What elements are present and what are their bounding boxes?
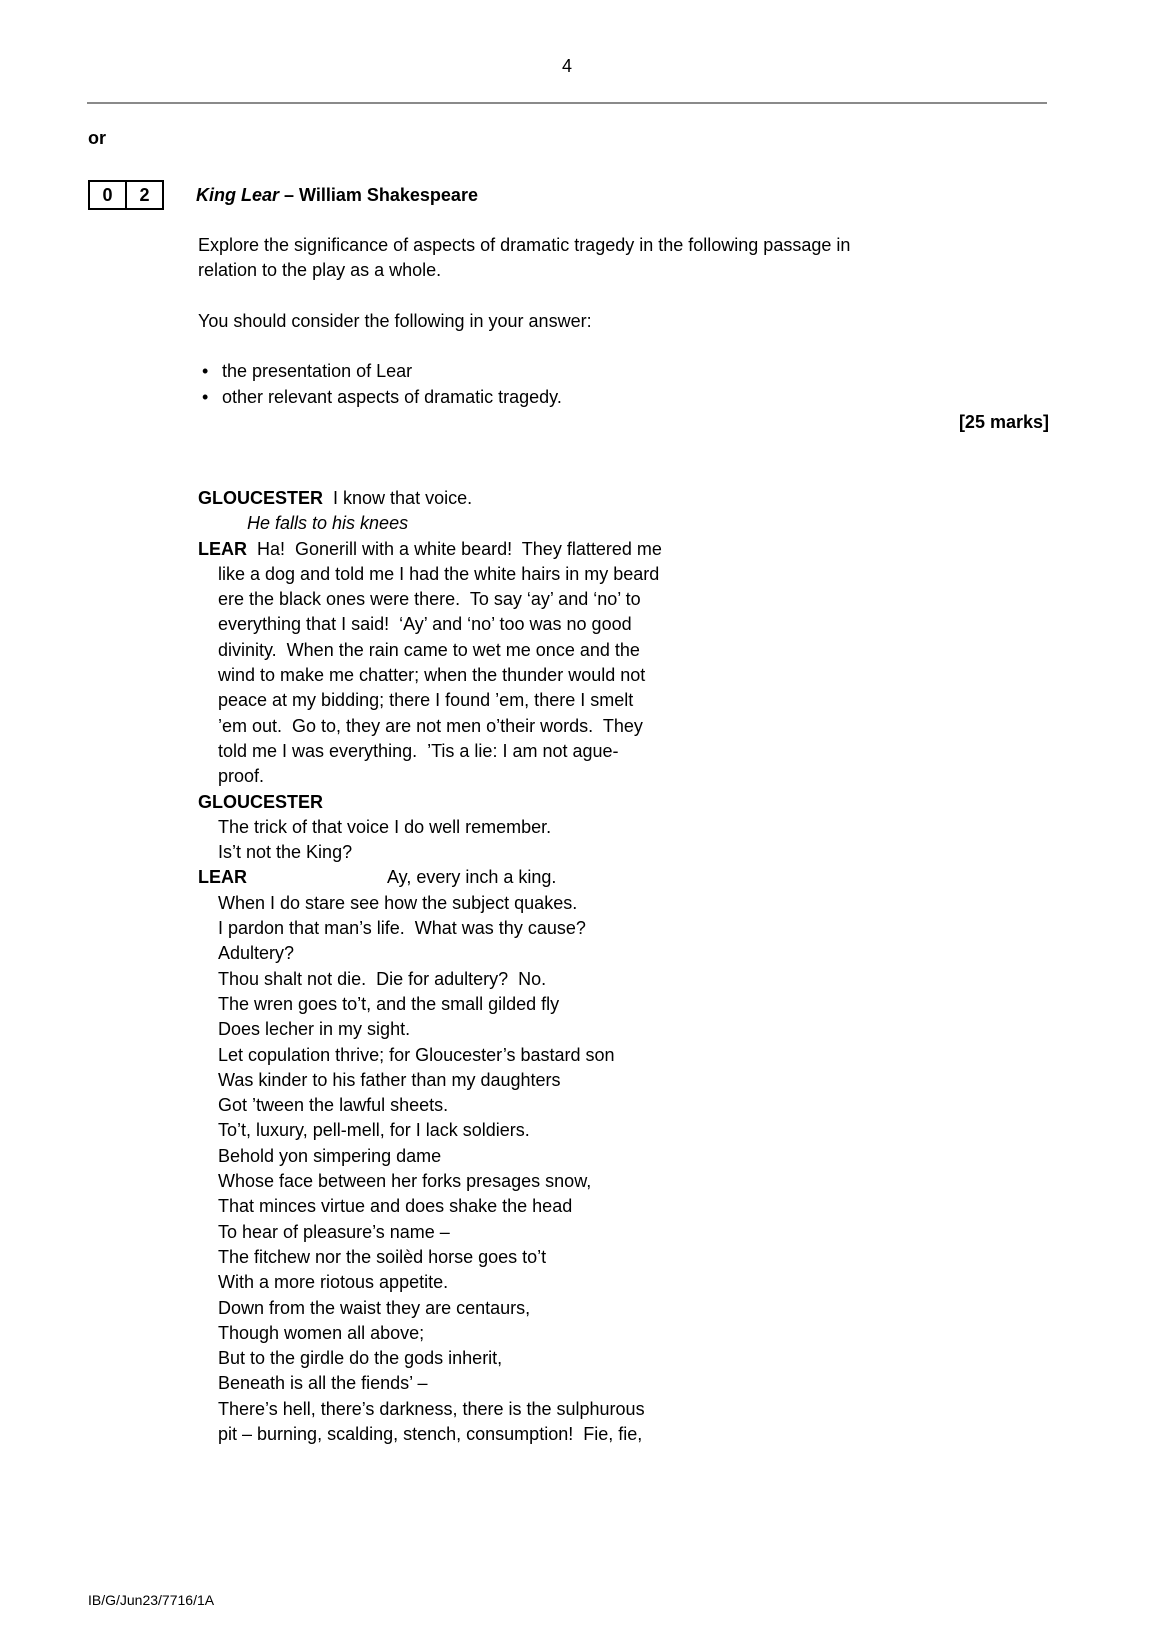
passage-line: [198, 1371, 662, 1396]
speaker-name: LEAR: [198, 538, 247, 559]
line-text: Does lecher in my sight.: [218, 1019, 411, 1040]
line-text: Was kinder to his father than my daughters: [218, 1069, 561, 1090]
passage-line: [198, 638, 662, 663]
question-number-digit-1: 0: [102, 184, 113, 205]
passage-line: [198, 1017, 662, 1042]
passage: [198, 486, 662, 1447]
line-text: The wren goes to’t, and the small gilded fly: [218, 993, 560, 1014]
passage-line: [198, 739, 662, 764]
passage-line: [198, 967, 662, 992]
line-text: divinity. When the rain came to wet me once and the: [218, 639, 640, 660]
speaker-name: LEAR: [198, 867, 247, 888]
passage-line: [198, 815, 662, 840]
line-text: Behold yon simpering dame: [218, 1145, 442, 1166]
line-text: Though women all above;: [218, 1322, 425, 1343]
passage-line: [198, 1093, 662, 1118]
line-text: With a more riotous appetite.: [218, 1272, 449, 1293]
line-text: To’t, luxury, pell-mell, for I lack soldiers.: [218, 1120, 530, 1141]
line-text: Ay, every inch a king.: [387, 867, 557, 888]
line-text: There’s hell, there’s darkness, there is the sulphurous: [218, 1398, 645, 1419]
question-header: [88, 180, 478, 210]
passage-line: [198, 714, 662, 739]
passage-line: [198, 891, 662, 916]
bullet-item: • the presentation of Lear: [198, 359, 1049, 384]
blank-line: [198, 334, 1049, 359]
header-rule: [87, 102, 1047, 104]
passage-line: [198, 1194, 662, 1219]
footer-reference: IB/G/Jun23/7716/1A: [88, 1592, 215, 1608]
line-text: like a dog and told me I had the white hairs in my beard: [218, 563, 660, 584]
line-text: ’em out. Go to, they are not men o’their words. They: [218, 715, 643, 736]
passage-line: [198, 790, 662, 815]
line-text: The fitchew nor the soilèd horse goes to’t: [218, 1246, 547, 1267]
line-text: everything that I said! ‘Ay’ and ‘no’ too was no good: [218, 614, 632, 635]
line-text: Beneath is all the fiends’ –: [218, 1373, 428, 1394]
line-text: The trick of that voice I do well remember.: [218, 816, 552, 837]
question-number-box: [88, 180, 164, 210]
speaker-name: GLOUCESTER: [198, 488, 324, 508]
passage-line: [198, 1144, 662, 1169]
question-title: [196, 185, 478, 206]
or-label: or: [88, 128, 106, 148]
line-text: told me I was everything. ’Tis a lie: I am not ague-: [218, 740, 619, 761]
speaker-name: GLOUCESTER: [198, 791, 324, 812]
passage-line: [198, 941, 662, 966]
passage-line: [198, 1245, 662, 1270]
passage-line: [198, 865, 662, 890]
consider-intro: You should consider the following in your answer:: [198, 310, 592, 331]
passage-line: [198, 486, 662, 511]
passage-line: [198, 1043, 662, 1068]
line-text: Whose face between her forks presages snow,: [218, 1171, 592, 1192]
passage-line: [198, 688, 662, 713]
passage-line: [198, 1068, 662, 1093]
line-text: I pardon that man’s life. What was thy cause?: [218, 918, 586, 939]
blank-line: [198, 284, 1049, 309]
passage-line: [198, 663, 662, 688]
passage-line: [198, 1220, 662, 1245]
question-number-digit-2: 2: [125, 182, 162, 208]
line-text: proof.: [218, 766, 265, 787]
passage-line: [198, 1169, 662, 1194]
passage-line: [198, 562, 662, 587]
author-name: – William Shakespeare: [279, 184, 478, 205]
passage-line: [198, 537, 662, 562]
line-text: Is’t not the King?: [218, 842, 353, 863]
marks-label: [25 marks]: [958, 412, 1049, 433]
line-text: Let copulation thrive; for Gloucester’s bastard son: [218, 1044, 615, 1065]
prompt-line: relation to the play as a whole.: [198, 260, 442, 281]
passage-line: [198, 840, 662, 865]
line-text: Got ’tween the lawful sheets.: [218, 1095, 449, 1116]
line-text: Down from the waist they are centaurs,: [218, 1297, 531, 1318]
passage-line: [198, 1422, 662, 1447]
line-text: peace at my bidding; there I found ’em, there I smelt: [218, 690, 634, 711]
line-text: That minces virtue and does shake the head: [218, 1196, 573, 1217]
line-text: Adultery?: [218, 943, 295, 964]
page-number: 4: [561, 56, 572, 76]
line-text: He falls to his knees: [247, 513, 409, 534]
line-text: wind to make me chatter; when the thunder would not: [218, 665, 646, 686]
passage-line: [198, 511, 662, 536]
passage-line: [198, 1346, 662, 1371]
line-text: ere the black ones were there. To say ‘ay’ and ‘no’ to: [218, 589, 641, 610]
bullet-item: • other relevant aspects of dramatic tragedy.: [198, 385, 1049, 410]
line-text: But to the girdle do the gods inherit,: [218, 1348, 503, 1369]
prompt-line: Explore the significance of aspects of dramatic tragedy in the following passage in: [198, 235, 851, 255]
passage-line: [198, 1296, 662, 1321]
line-text: Ha! Gonerill with a white beard! They flattered me: [247, 538, 662, 559]
play-title: King Lear: [196, 184, 280, 205]
passage-line: [198, 1397, 662, 1422]
passage-line: [198, 1118, 662, 1143]
passage-line: [198, 1270, 662, 1295]
line-text: pit – burning, scalding, stench, consumption! Fie, fie,: [218, 1423, 643, 1444]
question-body: [198, 233, 1049, 435]
passage-line: [198, 1321, 662, 1346]
passage-line: [198, 764, 662, 789]
line-text: I know that voice.: [323, 488, 473, 508]
passage-line: [198, 916, 662, 941]
line-text: To hear of pleasure’s name –: [218, 1221, 450, 1242]
passage-line: [198, 612, 662, 637]
line-text: Thou shalt not die. Die for adultery? No.: [218, 968, 547, 989]
passage-line: [198, 587, 662, 612]
passage-line: [198, 992, 662, 1017]
line-text: When I do stare see how the subject quakes.: [218, 892, 578, 913]
